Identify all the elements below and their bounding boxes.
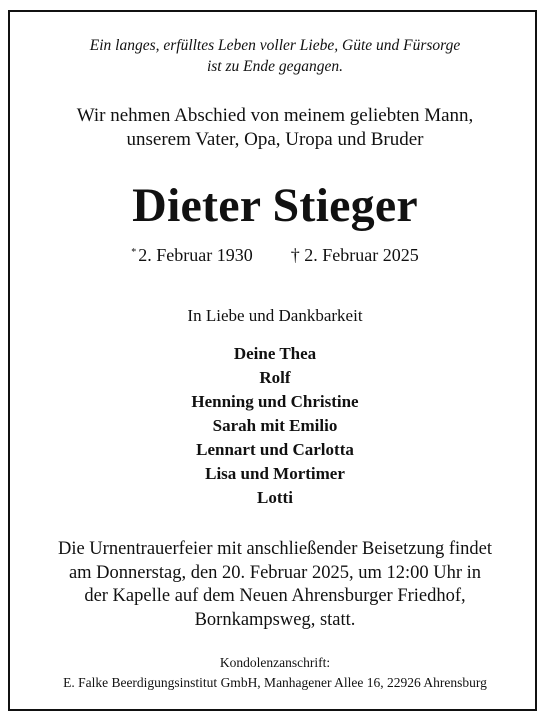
intro-text — [10, 104, 540, 152]
deceased-name: Dieter Stieger — [132, 179, 418, 232]
birth-date — [131, 245, 252, 265]
closing-phrase: In Liebe und Dankbarkeit — [187, 306, 363, 325]
death-date — [291, 245, 419, 265]
mourners-list — [10, 342, 540, 510]
mourner-name: Deine Thea — [233, 344, 317, 363]
birth-symbol: * — [131, 247, 137, 258]
life-dates — [10, 243, 540, 267]
motto-line-1: Ein langes, erfülltes Leben voller Liebe, Güte und Fürsorge — [89, 37, 461, 54]
intro-line-1: Wir nehmen Abschied von meinem geliebten Mann, — [76, 105, 474, 126]
motto-line-2: ist zu Ende gegangen. — [206, 58, 344, 75]
mourner-name: Lisa und Mortimer — [205, 464, 345, 483]
condolence-heading: Kondolenzanschrift: — [219, 655, 331, 670]
ceremony-line: am Donnerstag, den 20. Februar 2025, um 12:00 Uhr in — [68, 562, 482, 583]
mourner-name: Lotti — [257, 488, 293, 507]
ceremony-line: Die Urnentrauerfeier mit anschließender Beisetzung findet — [57, 539, 493, 559]
death-date-text: 2. Februar 2025 — [304, 245, 419, 265]
ceremony-notice — [10, 538, 540, 632]
mourner-name: Rolf — [259, 368, 291, 387]
condolence-address — [10, 653, 540, 693]
intro-line-2: unserem Vater, Opa, Uropa und Bruder — [126, 129, 424, 150]
mourner-name: Sarah mit Emilio — [212, 416, 338, 435]
birth-date-text: 2. Februar 1930 — [138, 245, 253, 265]
mourner-name: Henning und Christine — [191, 392, 359, 411]
ceremony-line: Bornkampsweg, statt. — [194, 609, 356, 630]
mourner-name: Lennart und Carlotta — [196, 440, 354, 459]
ceremony-line: der Kapelle auf dem Neuen Ahrensburger Friedhof, — [84, 586, 466, 606]
motto — [10, 35, 540, 77]
death-symbol: † — [290, 245, 300, 265]
condolence-address-text: E. Falke Beerdigungsinstitut GmbH, Manhagener Allee 16, 22926 Ahrensburg — [63, 675, 487, 690]
